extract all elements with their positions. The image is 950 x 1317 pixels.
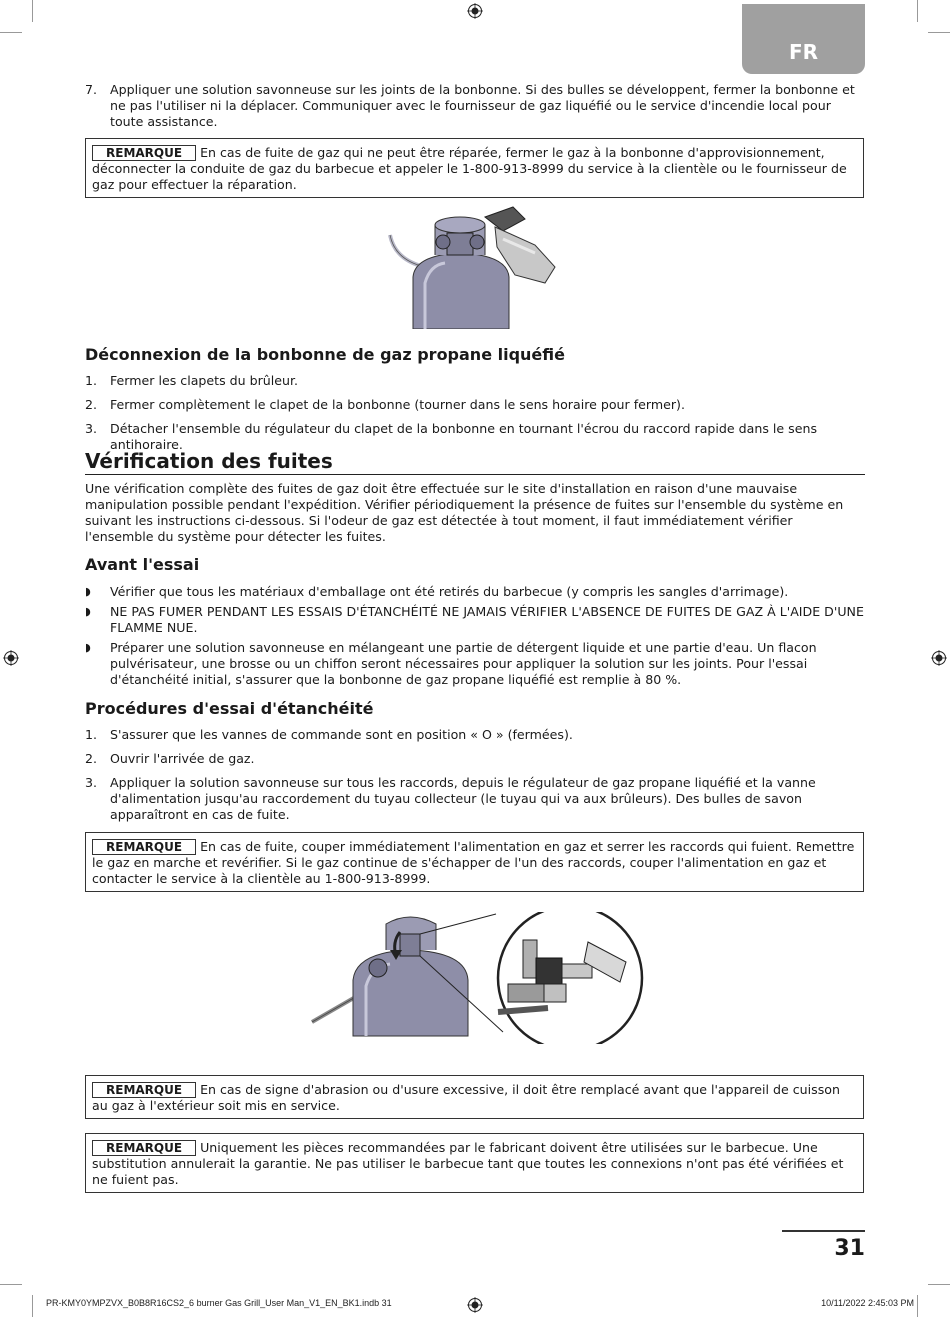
list-item: [85, 397, 865, 413]
step-text: Détacher l'ensemble du régulateur du clapet de la bonbonne en tournant l'écrou du raccord rapide dans le sens antihoraire.: [110, 421, 818, 452]
note-box: [85, 1075, 864, 1119]
step-number: 3.: [85, 421, 98, 436]
bullet-icon: ◗: [85, 641, 91, 654]
section-heading: Déconnexion de la bonbonne de gaz propane liquéfié: [85, 345, 565, 364]
step-number: 1.: [85, 727, 98, 742]
tank-valve-detail-illustration: [308, 912, 648, 1044]
list-item: [85, 727, 865, 743]
crop-mark: [0, 1284, 22, 1285]
page-title: Vérification des fuites: [85, 449, 865, 475]
page-number-rule: [782, 1230, 865, 1232]
note-text: Uniquement les pièces recommandées par le fabricant doivent être utilisées sur le barbecue. Une substitution annulerait la garantie. Ne pas utiliser le barbecue tant que toutes les connexions n'ont pas été vérifiées et ne fuient pas.: [92, 1140, 844, 1187]
registration-mark-icon: [467, 3, 483, 19]
intro-paragraph: Une vérification complète des fuites de gaz doit être effectuée sur le site d'installation en raison d'une mauvaise manipulation possible pendant l'expédition. Vérifier périodiquement la présence de fuites sur l'ensemble du système en suivant les instructions ci-dessous. Si l'odeur de gaz est détectée à tout moment, il faut immédiatement vérifier l'ensemble du système pour détecter les fuites.: [85, 481, 844, 544]
leak-check-intro: [85, 481, 865, 545]
list-item: [85, 751, 865, 767]
crop-mark: [32, 0, 33, 22]
note-label: REMARQUE: [92, 839, 196, 855]
crop-mark: [0, 32, 22, 33]
intro-step: [85, 82, 865, 130]
step-text: Appliquer une solution savonneuse sur les joints de la bonbonne. Si des bulles se développent, fermer la bonbonne et ne pas l'utiliser ni la déplacer. Communiquer avec le fournisseur de gaz liquéfié ou le service d'incendie local pour toute assistance.: [110, 82, 855, 129]
language-label: FR: [788, 40, 819, 64]
note-text: En cas de fuite, couper immédiatement l'alimentation en gaz et serrer les raccords qui fuient. Remettre le gaz en marche et revérifier. Si le gaz continue de s'échapper de l'un des raccords, couper l'alimentation en gaz et contacter le service à la clientèle au 1-800-913-8999.: [92, 839, 855, 886]
step-number: 7.: [85, 82, 98, 97]
note-label: REMARQUE: [92, 145, 196, 161]
registration-mark-icon: [3, 650, 19, 666]
step-number: 1.: [85, 373, 98, 388]
step-text: Appliquer la solution savonneuse sur tous les raccords, depuis le régulateur de gaz propane liquéfié et la vanne d'alimentation jusqu'au raccordement du tuyau collecteur (le tuyau qui va aux brûleurs). Des bulles de savon apparaîtront en cas de fuite.: [110, 775, 816, 822]
bullet-icon: ◗: [85, 585, 91, 598]
step-text: Fermer complètement le clapet de la bonbonne (tourner dans le sens horaire pour fermer).: [110, 397, 685, 412]
note-box: [85, 138, 864, 198]
list-item: [85, 604, 865, 636]
registration-mark-icon: [931, 650, 947, 666]
footer-filename: PR-KMY0YMPZVX_B0B8R16CS2_6 burner Gas Grill_User Man_V1_EN_BK1.indb 31: [46, 1298, 392, 1308]
note-label: REMARQUE: [92, 1140, 196, 1156]
bullet-icon: ◗: [85, 605, 91, 618]
list-item: [85, 584, 865, 600]
note-label: REMARQUE: [92, 1082, 196, 1098]
footer-date: 10/11/2022 2:45:03 PM: [821, 1298, 914, 1308]
step-number: 3.: [85, 775, 98, 790]
step-text: Ouvrir l'arrivée de gaz.: [110, 751, 255, 766]
bullet-text: Préparer une solution savonneuse en mélangeant une partie de détergent liquide et une partie d'eau. Un flacon pulvérisateur, une brosse ou un chiffon seront nécessaires pour appliquer la solution sur les joints. Pour l'essai d'étanchéité initial, s'assurer que la bonbonne de gaz propane liquéfié est remplie à 80 %.: [110, 640, 817, 687]
list-item: [85, 640, 865, 688]
note-box: [85, 832, 864, 892]
list-item: [85, 775, 865, 823]
disconnect-steps: [85, 373, 865, 453]
step-text: S'assurer que les vannes de commande sont en position « O » (fermées).: [110, 727, 573, 742]
list-item: [85, 82, 865, 130]
bullet-text: NE PAS FUMER PENDANT LES ESSAIS D'ÉTANCHÉITÉ NE JAMAIS VÉRIFIER L'ABSENCE DE FUITES DE GAZ À L'AIDE D'UNE FLAMME NUE.: [110, 604, 864, 635]
procedure-steps: [85, 727, 865, 823]
registration-mark-icon: [467, 1297, 483, 1313]
list-item: [85, 373, 865, 389]
crop-mark: [32, 1295, 33, 1317]
crop-mark: [917, 0, 918, 22]
section-heading: Avant l'essai: [85, 555, 200, 574]
page-number: 31: [834, 1236, 865, 1261]
crop-mark: [928, 32, 950, 33]
step-text: Fermer les clapets du brûleur.: [110, 373, 299, 388]
spray-bottle-tank-illustration: [385, 205, 560, 329]
bullet-text: Vérifier que tous les matériaux d'emballage ont été retirés du barbecue (y compris les sangles d'arrimage).: [110, 584, 789, 599]
before-list: [85, 584, 865, 688]
section-heading: Procédures d'essai d'étanchéité: [85, 699, 374, 718]
crop-mark: [917, 1295, 918, 1317]
note-text: En cas de fuite de gaz qui ne peut être réparée, fermer le gaz à la bonbonne d'approvisionnement, déconnecter la conduite de gaz du barbecue et appeler le 1-800-913-8999 du service à la clientèle ou le fournisseur de gaz pour effectuer la réparation.: [92, 145, 847, 192]
crop-mark: [928, 1284, 950, 1285]
note-box: [85, 1133, 864, 1193]
language-tab: [742, 4, 865, 74]
note-text: En cas de signe d'abrasion ou d'usure excessive, il doit être remplacé avant que l'appareil de cuisson au gaz à l'extérieur soit mis en service.: [92, 1082, 840, 1113]
step-number: 2.: [85, 751, 98, 766]
step-number: 2.: [85, 397, 98, 412]
